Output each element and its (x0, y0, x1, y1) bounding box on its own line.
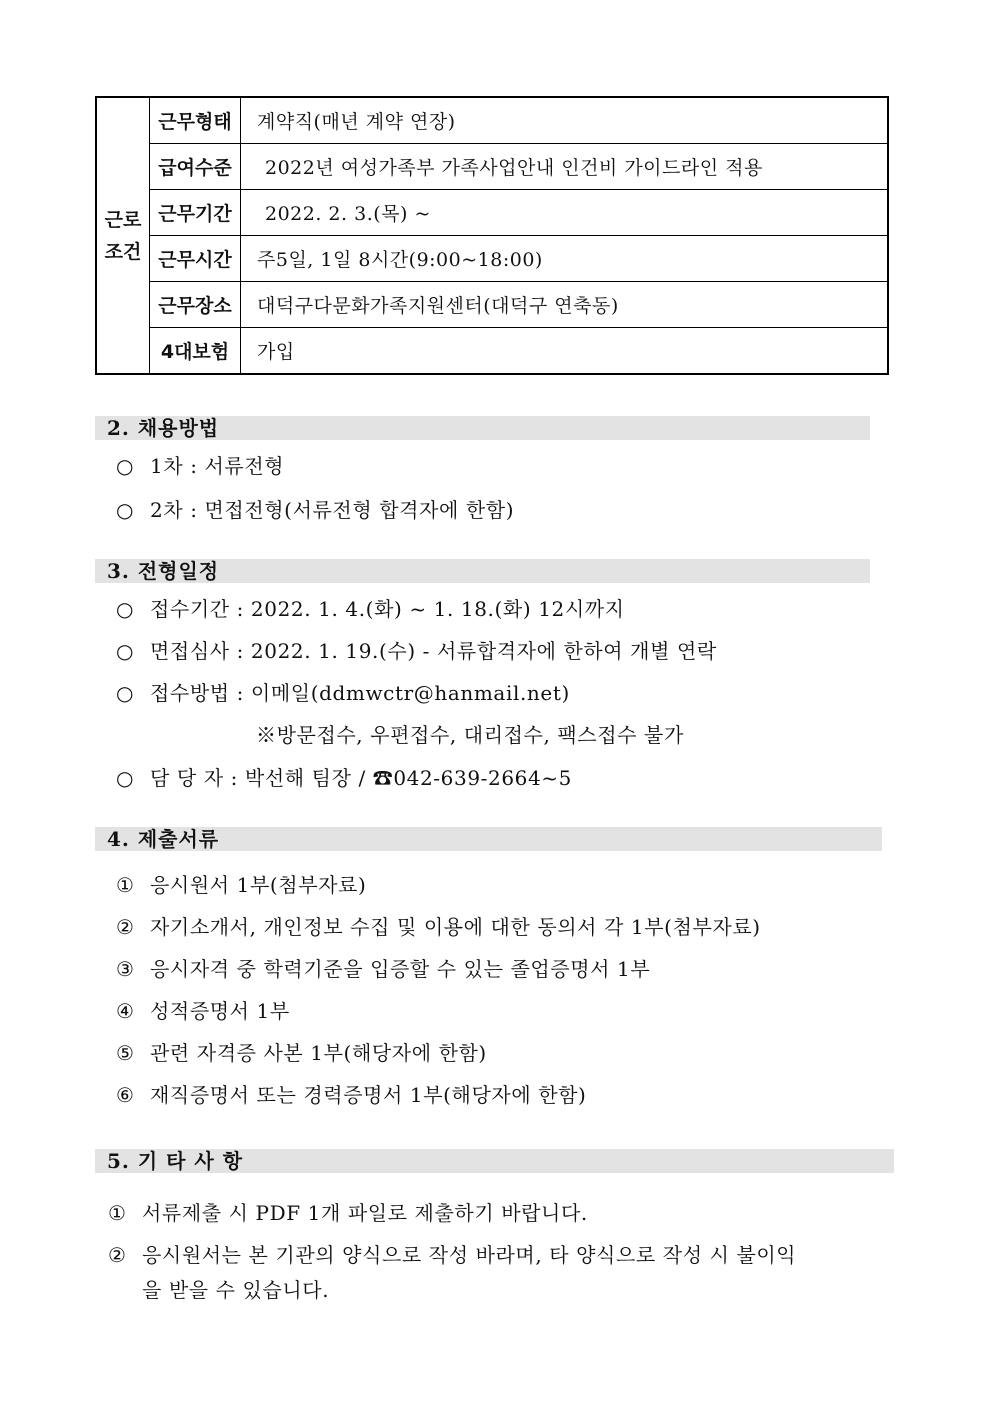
section-2-heading: 2. 채용방법 (95, 416, 870, 440)
list-marker: ○ (116, 681, 135, 705)
section-4-heading: 4. 제출서류 (95, 827, 882, 851)
list-item-text: 응시원서는 본 기관의 양식으로 작성 바라며, 타 양식으로 작성 시 불이익 (142, 1243, 797, 1267)
row-value: 주5일, 1일 8시간(9:00~18:00) (241, 236, 889, 282)
list-item (116, 1081, 586, 1109)
table-row (96, 328, 888, 375)
list-item-text: 2차 : 면접전형(서류전형 합격자에 한함) (150, 498, 515, 522)
list-item (116, 871, 366, 899)
list-item (116, 679, 570, 707)
section-3-heading: 3. 전형일정 (95, 559, 870, 583)
list-item-text: 접수기간 : 2022. 1. 4.(화) ~ 1. 18.(화) 12시까지 (150, 597, 625, 621)
list-item (116, 595, 625, 623)
list-item-text: 1차 : 서류전형 (150, 454, 285, 478)
table-row (96, 97, 888, 144)
list-item (116, 496, 514, 524)
row-value: 2022년 여성가족부 가족사업안내 인건비 가이드라인 적용 (241, 144, 889, 190)
list-item (116, 955, 650, 983)
list-marker: ① (116, 873, 135, 897)
list-note-text: ※방문접수, 우편접수, 대리접수, 팩스접수 불가 (256, 723, 684, 747)
row-label: 4대보험 (150, 328, 241, 375)
list-marker: ⑥ (116, 1083, 135, 1107)
list-item (116, 997, 290, 1025)
list-marker: ② (108, 1243, 127, 1267)
list-item-text: 재직증명서 또는 경력증명서 1부(해당자에 한함) (150, 1083, 587, 1107)
list-item-continuation (142, 1276, 329, 1304)
list-item-text: 관련 자격증 사본 1부(해당자에 한함) (150, 1041, 487, 1065)
list-marker: ① (108, 1201, 127, 1225)
list-item-text: 접수방법 : 이메일(ddmwctr@hanmail.net) (150, 681, 570, 705)
list-marker: ○ (116, 498, 135, 522)
list-marker: ○ (116, 454, 135, 478)
list-item-text: 담 당 자 : 박선해 팀장 / ☎042-639-2664~5 (150, 766, 572, 790)
section-5-heading: 5. 기 타 사 항 (95, 1149, 894, 1173)
row-value: 대덕구다문화가족지원센터(대덕구 연축동) (241, 282, 889, 328)
row-label: 근무기간 (150, 190, 241, 236)
list-item-text: 을 받을 수 있습니다. (142, 1278, 330, 1302)
list-note (256, 721, 684, 749)
group-label-line2: 조건 (104, 240, 142, 263)
group-label-line1: 근로 (104, 208, 142, 231)
list-item-text: 자기소개서, 개인정보 수집 및 이용에 대한 동의서 각 1부(첨부자료) (150, 915, 761, 939)
list-item (116, 637, 717, 665)
row-value: 가입 (241, 328, 889, 375)
list-item (108, 1241, 796, 1269)
list-item-text: 응시자격 중 학력기준을 입증할 수 있는 졸업증명서 1부 (150, 957, 651, 981)
list-item (116, 452, 284, 480)
list-item (116, 913, 761, 941)
row-label: 근무장소 (150, 282, 241, 328)
list-item (116, 764, 572, 792)
list-item-text: 응시원서 1부(첨부자료) (150, 873, 367, 897)
list-marker: ② (116, 915, 135, 939)
list-marker: ○ (116, 639, 135, 663)
table-row (96, 190, 888, 236)
list-marker: ③ (116, 957, 135, 981)
list-item (116, 1039, 487, 1067)
row-value: 2022. 2. 3.(목) ~ (241, 190, 889, 236)
work-conditions-table (95, 96, 889, 375)
group-label (96, 97, 150, 374)
list-item (108, 1199, 588, 1227)
table-row (96, 236, 888, 282)
list-item-text: 성적증명서 1부 (150, 999, 290, 1023)
table-row (96, 282, 888, 328)
list-marker: ○ (116, 766, 135, 790)
row-label: 근무형태 (150, 97, 241, 144)
list-item-text: 서류제출 시 PDF 1개 파일로 제출하기 바랍니다. (142, 1201, 588, 1225)
list-item-text: 면접심사 : 2022. 1. 19.(수) - 서류합격자에 한하여 개별 연락 (150, 639, 717, 663)
table-row (96, 144, 888, 190)
list-marker: ⑤ (116, 1041, 135, 1065)
list-marker: ④ (116, 999, 135, 1023)
row-value: 계약직(매년 계약 연장) (241, 97, 889, 144)
row-label: 급여수준 (150, 144, 241, 190)
list-marker: ○ (116, 597, 135, 621)
row-label: 근무시간 (150, 236, 241, 282)
